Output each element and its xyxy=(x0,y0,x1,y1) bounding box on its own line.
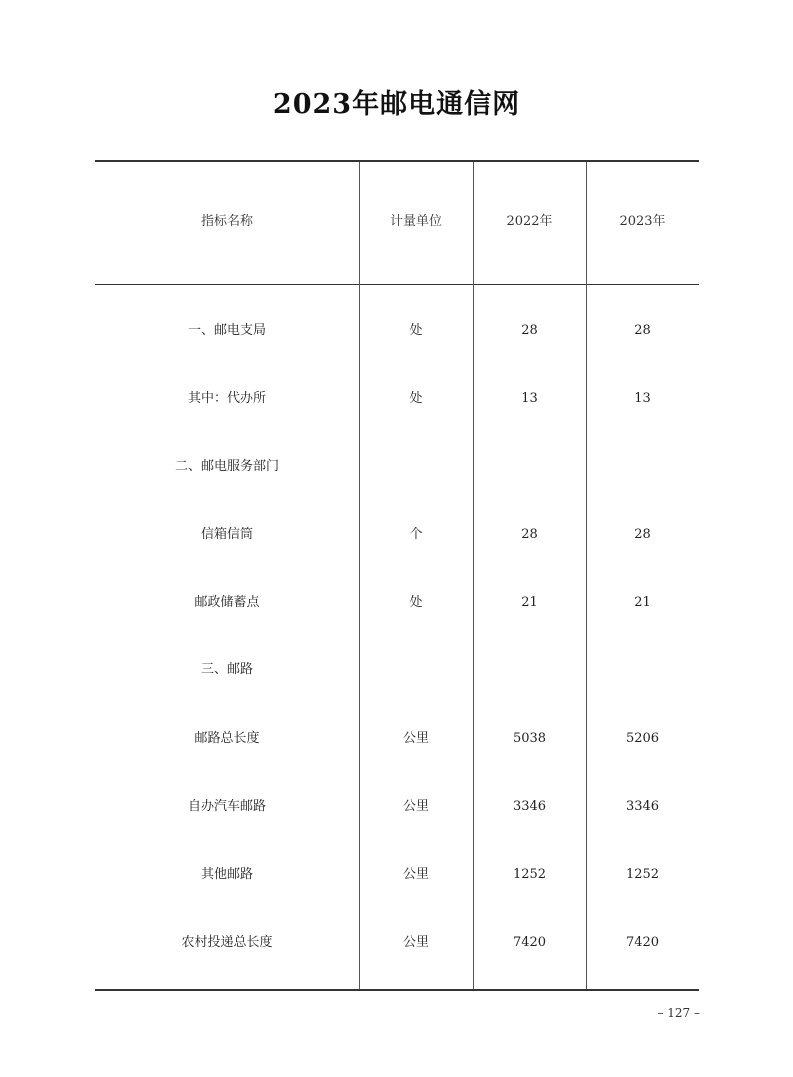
row-value-2023: 28 xyxy=(634,323,651,338)
header-bottom-rule xyxy=(95,284,699,285)
page-number: – 127 – xyxy=(657,1006,700,1020)
row-name: 农村投递总长度 xyxy=(181,935,273,950)
row-name: 邮政储蓄点 xyxy=(194,595,260,610)
row-unit: 公里 xyxy=(402,731,429,746)
row-name: 信箱信筒 xyxy=(200,527,253,542)
table-top-rule xyxy=(95,160,699,162)
page-title: 2023年邮电通信网 xyxy=(272,89,521,120)
row-unit: 公里 xyxy=(402,935,429,950)
row-unit: 公里 xyxy=(402,799,429,814)
row-name: 一、邮电支局 xyxy=(187,323,266,338)
row-value-2023: 3346 xyxy=(625,799,660,814)
row-name: 其中：代办所 xyxy=(187,391,266,406)
row-name: 二、邮电服务部门 xyxy=(174,459,279,474)
row-unit: 个 xyxy=(409,527,423,542)
row-name: 其他邮路 xyxy=(200,867,253,882)
header-indicator-name: 指标名称 xyxy=(200,214,253,229)
row-value-2022: 1252 xyxy=(512,867,547,882)
row-value-2022: 13 xyxy=(521,391,538,406)
row-value-2022: 3346 xyxy=(512,799,547,814)
row-name: 三、邮路 xyxy=(200,662,253,677)
row-value-2022: 28 xyxy=(521,323,538,338)
row-name: 自办汽车邮路 xyxy=(187,799,266,814)
row-unit: 处 xyxy=(409,323,423,338)
row-value-2022: 5038 xyxy=(512,731,547,746)
row-unit: 公里 xyxy=(402,867,429,882)
row-value-2023: 7420 xyxy=(625,935,660,950)
row-value-2023: 13 xyxy=(634,391,651,406)
row-unit: 处 xyxy=(409,391,423,406)
row-value-2023: 28 xyxy=(634,527,651,542)
row-value-2023: 21 xyxy=(634,595,651,610)
statistics-table xyxy=(95,160,699,992)
row-unit: 处 xyxy=(409,595,423,610)
row-value-2022: 28 xyxy=(521,527,538,542)
row-name: 邮路总长度 xyxy=(194,731,260,746)
row-value-2022: 7420 xyxy=(512,935,547,950)
header-2023: 2023年 xyxy=(619,214,666,229)
row-value-2023: 5206 xyxy=(625,731,660,746)
row-value-2022: 21 xyxy=(521,595,538,610)
table-bottom-rule xyxy=(95,989,699,991)
header-unit: 计量单位 xyxy=(389,214,442,229)
row-value-2023: 1252 xyxy=(625,867,660,882)
header-2022: 2022年 xyxy=(506,214,553,229)
